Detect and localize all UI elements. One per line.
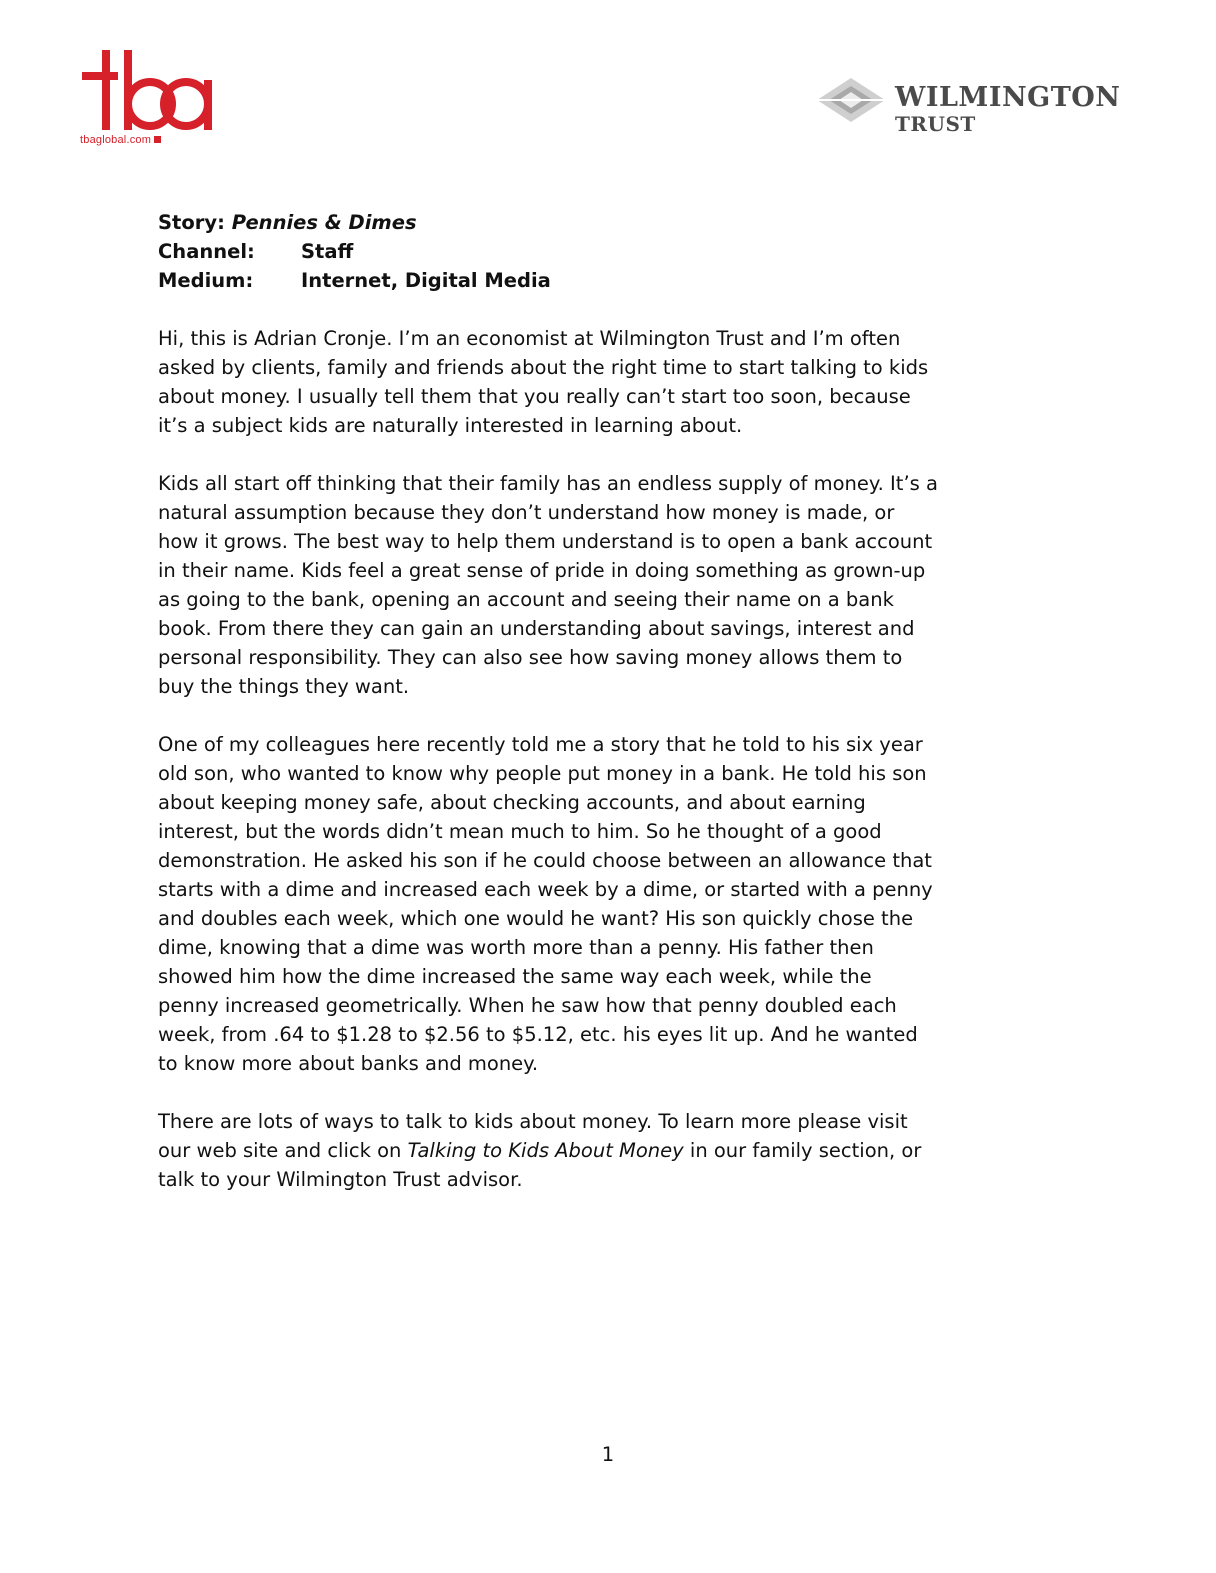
channel-label: Channel: [158, 240, 255, 263]
tba-logo [80, 50, 220, 150]
tba-logo-site: tbaglobal.com [80, 134, 161, 146]
medium-line [158, 266, 938, 295]
channel-line [158, 237, 938, 266]
medium-label: Medium: [158, 269, 254, 292]
story-title: Pennies & Dimes [231, 211, 417, 234]
closing-link-title: Talking to Kids About Money [407, 1139, 684, 1162]
story-label: Story: [158, 211, 225, 234]
medium-value: Internet, Digital Media [301, 269, 551, 292]
paragraph-intro: Hi, this is Adrian Cronje. I’m an economist at Wilmington Trust and I’m often asked by clients, family and friends about the right time to start talking to kids about money. I usually tell them that you really can’t start too soon, because it’s a subject kids are naturally interested in learning about. [158, 327, 929, 437]
story-line [158, 208, 938, 237]
wilmington-logo-line1: WILMINGTON [895, 82, 1121, 113]
paragraph-bank-account: Kids all start off thinking that their family has an endless supply of money. It’s a natural assumption because they don’t understand how money is made, or how it grows. The best way to help them understand is to open a bank account in their name. Kids feel a great sense of pride in doing something as grown-up as going to the bank, opening an account and seeing their name on a bank book. From there they can gain an understanding about savings, interest and personal responsibility. They can also see how saving money allows them to buy the things they want. [158, 472, 938, 698]
channel-value: Staff [301, 240, 354, 263]
closing-text-before: There are lots of ways to talk to kids about money. To learn more please visit our web site and click on [158, 1110, 908, 1162]
page-number: 1 [601, 1443, 615, 1466]
wilmington-logo-line2: TRUST [895, 112, 976, 136]
wilmington-diamond-icon [815, 76, 887, 124]
paragraph-closing [158, 1107, 938, 1194]
closing-text-after: in our family section, or talk to your Wilmington Trust advisor. [158, 1139, 922, 1191]
document-body [158, 208, 938, 1194]
paragraph-story: One of my colleagues here recently told me a story that he told to his six year old son, who wanted to know why people put money in a bank. He told his son about keeping money safe, about checking accounts, and about earning interest, but the words didn’t mean much to him. So he thought of a good demonstration. He asked his son if he could choose between an allowance that starts with a dime and increased each week by a dime, or started with a penny and doubles each week, which one would he want? His son quickly chose the dime, knowing that a dime was worth more than a penny. His father then showed him how the dime increased the same way each week, while the penny increased geometrically. When he saw how that penny doubled each week, from .64 to $1.28 to $2.56 to $5.12, etc. his eyes lit up. And he wanted to know more about banks and money. [158, 733, 933, 1075]
wilmington-trust-logo [815, 72, 1135, 142]
tba-logo-icon [80, 50, 215, 132]
